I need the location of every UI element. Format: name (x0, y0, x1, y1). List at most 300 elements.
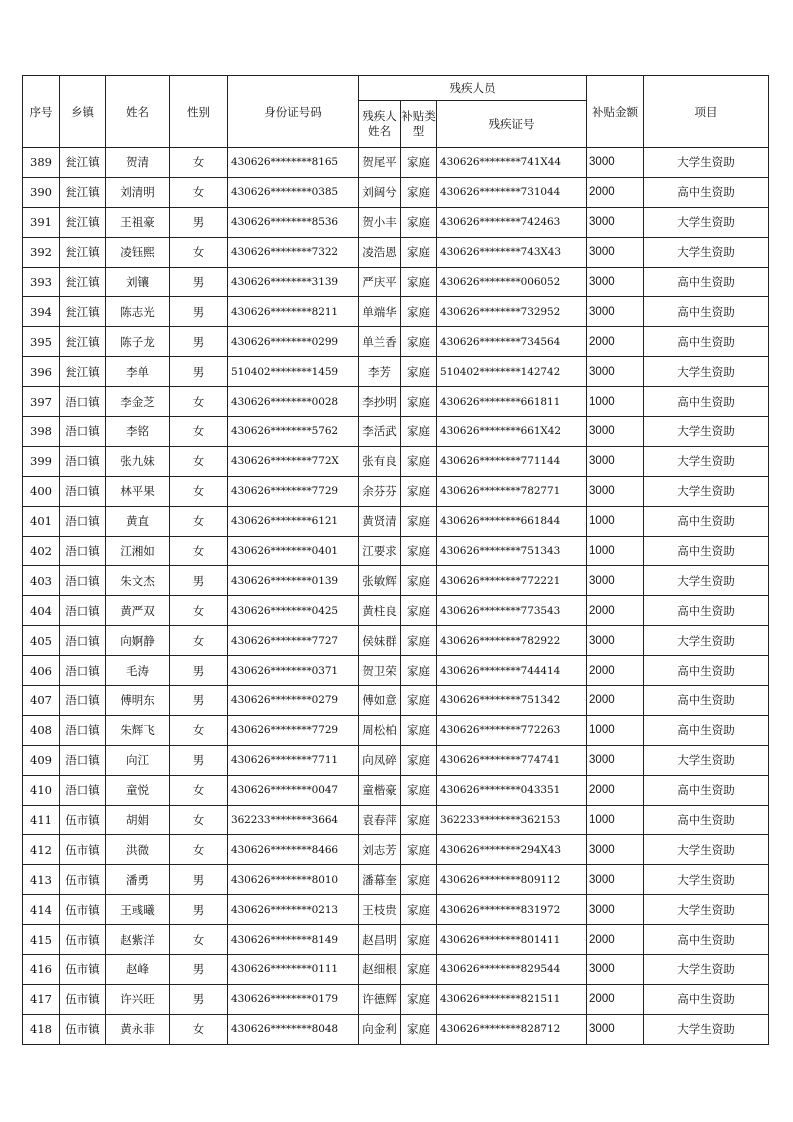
cell-amount: 2000 (587, 656, 644, 686)
cell-seq: 400 (23, 476, 60, 506)
cell-id-number: 362233********3664 (228, 805, 359, 835)
cell-disabled-name: 袁春萍 (359, 805, 401, 835)
cell-amount: 1000 (587, 805, 644, 835)
table-row (23, 476, 769, 506)
cell-subsidy-type: 家庭 (401, 686, 437, 716)
cell-amount: 3000 (587, 148, 644, 178)
table-row (23, 686, 769, 716)
cell-id-number: 510402********1459 (228, 357, 359, 387)
cell-disability-cert: 430626********006052 (437, 267, 587, 297)
cell-seq: 408 (23, 715, 60, 745)
cell-disabled-name: 李芳 (359, 357, 401, 387)
cell-disability-cert: 430626********661811 (437, 387, 587, 417)
cell-id-number: 430626********0028 (228, 387, 359, 417)
cell-name: 李单 (106, 357, 170, 387)
cell-id-number: 430626********8211 (228, 297, 359, 327)
cell-subsidy-type: 家庭 (401, 476, 437, 506)
cell-subsidy-type: 家庭 (401, 715, 437, 745)
cell-amount: 1000 (587, 387, 644, 417)
table-row (23, 745, 769, 775)
cell-project: 大学生资助 (644, 895, 769, 925)
cell-project: 大学生资助 (644, 357, 769, 387)
cell-seq: 407 (23, 686, 60, 716)
header-disability-cert: 残疾证号 (437, 101, 587, 148)
cell-town: 浯口镇 (60, 626, 106, 656)
cell-town: 浯口镇 (60, 656, 106, 686)
cell-seq: 396 (23, 357, 60, 387)
cell-seq: 412 (23, 835, 60, 865)
table-row (23, 357, 769, 387)
cell-project: 高中生资助 (644, 656, 769, 686)
cell-gender: 男 (170, 865, 228, 895)
cell-subsidy-type: 家庭 (401, 805, 437, 835)
cell-disabled-name: 李活武 (359, 417, 401, 447)
cell-subsidy-type: 家庭 (401, 148, 437, 178)
cell-project: 大学生资助 (644, 446, 769, 476)
cell-gender: 女 (170, 177, 228, 207)
table-row (23, 775, 769, 805)
cell-project: 大学生资助 (644, 745, 769, 775)
cell-name: 黄严双 (106, 596, 170, 626)
cell-seq: 391 (23, 207, 60, 237)
cell-name: 黄直 (106, 506, 170, 536)
cell-gender: 女 (170, 925, 228, 955)
cell-gender: 女 (170, 506, 228, 536)
cell-id-number: 430626********7711 (228, 745, 359, 775)
cell-project: 高中生资助 (644, 596, 769, 626)
cell-project: 大学生资助 (644, 865, 769, 895)
cell-disabled-name: 黄贤清 (359, 506, 401, 536)
cell-amount: 3000 (587, 1014, 644, 1044)
cell-disability-cert: 430626********742463 (437, 207, 587, 237)
cell-disability-cert: 430626********294X43 (437, 835, 587, 865)
cell-id-number: 430626********0213 (228, 895, 359, 925)
cell-seq: 397 (23, 387, 60, 417)
cell-disability-cert: 430626********772221 (437, 566, 587, 596)
table-row (23, 297, 769, 327)
cell-subsidy-type: 家庭 (401, 596, 437, 626)
cell-amount: 3000 (587, 745, 644, 775)
cell-subsidy-type: 家庭 (401, 925, 437, 955)
cell-gender: 女 (170, 387, 228, 417)
cell-subsidy-type: 家庭 (401, 237, 437, 267)
cell-disability-cert: 430626********809112 (437, 865, 587, 895)
cell-id-number: 430626********0385 (228, 177, 359, 207)
cell-town: 浯口镇 (60, 596, 106, 626)
cell-name: 黄永菲 (106, 1014, 170, 1044)
cell-project: 高中生资助 (644, 506, 769, 536)
cell-town: 浯口镇 (60, 566, 106, 596)
cell-seq: 403 (23, 566, 60, 596)
cell-name: 王祖豪 (106, 207, 170, 237)
cell-town: 浯口镇 (60, 536, 106, 566)
cell-name: 向婀静 (106, 626, 170, 656)
header-town: 乡镇 (60, 76, 106, 148)
cell-amount: 3000 (587, 417, 644, 447)
cell-id-number: 430626********0139 (228, 566, 359, 596)
cell-seq: 418 (23, 1014, 60, 1044)
cell-name: 王彧曦 (106, 895, 170, 925)
cell-disabled-name: 张敏辉 (359, 566, 401, 596)
table-row (23, 148, 769, 178)
cell-disabled-name: 严庆平 (359, 267, 401, 297)
cell-seq: 392 (23, 237, 60, 267)
header-disabled-group: 残疾人员 (359, 76, 587, 101)
cell-id-number: 430626********8010 (228, 865, 359, 895)
cell-town: 瓮江镇 (60, 177, 106, 207)
cell-town: 浯口镇 (60, 387, 106, 417)
cell-disabled-name: 王枝贵 (359, 895, 401, 925)
cell-name: 胡娟 (106, 805, 170, 835)
cell-disability-cert: 510402********142742 (437, 357, 587, 387)
header-name: 姓名 (106, 76, 170, 148)
cell-name: 林平果 (106, 476, 170, 506)
cell-gender: 女 (170, 476, 228, 506)
cell-disabled-name: 赵昌明 (359, 925, 401, 955)
cell-town: 浯口镇 (60, 506, 106, 536)
cell-disabled-name: 凌浩恩 (359, 237, 401, 267)
cell-name: 向江 (106, 745, 170, 775)
cell-gender: 女 (170, 626, 228, 656)
cell-disabled-name: 刘志芳 (359, 835, 401, 865)
cell-subsidy-type: 家庭 (401, 267, 437, 297)
cell-name: 潘勇 (106, 865, 170, 895)
cell-seq: 402 (23, 536, 60, 566)
cell-seq: 414 (23, 895, 60, 925)
cell-subsidy-type: 家庭 (401, 506, 437, 536)
cell-gender: 男 (170, 327, 228, 357)
cell-disability-cert: 430626********821511 (437, 984, 587, 1014)
cell-amount: 3000 (587, 626, 644, 656)
cell-disabled-name: 向金利 (359, 1014, 401, 1044)
cell-subsidy-type: 家庭 (401, 626, 437, 656)
cell-amount: 2000 (587, 327, 644, 357)
cell-name: 许兴旺 (106, 984, 170, 1014)
cell-gender: 男 (170, 207, 228, 237)
cell-id-number: 430626********7729 (228, 476, 359, 506)
cell-id-number: 430626********0047 (228, 775, 359, 805)
header-gender: 性别 (170, 76, 228, 148)
cell-town: 浯口镇 (60, 715, 106, 745)
cell-seq: 415 (23, 925, 60, 955)
cell-town: 浯口镇 (60, 446, 106, 476)
cell-gender: 女 (170, 835, 228, 865)
table-row (23, 446, 769, 476)
cell-disabled-name: 贺小丰 (359, 207, 401, 237)
cell-town: 瓮江镇 (60, 237, 106, 267)
table-row (23, 715, 769, 745)
cell-seq: 389 (23, 148, 60, 178)
cell-name: 赵紫洋 (106, 925, 170, 955)
cell-seq: 393 (23, 267, 60, 297)
cell-amount: 3000 (587, 237, 644, 267)
cell-project: 高中生资助 (644, 177, 769, 207)
cell-id-number: 430626********0371 (228, 656, 359, 686)
cell-subsidy-type: 家庭 (401, 327, 437, 357)
cell-name: 傅明东 (106, 686, 170, 716)
cell-disability-cert: 430626********744414 (437, 656, 587, 686)
cell-disability-cert: 362233********362153 (437, 805, 587, 835)
cell-amount: 2000 (587, 686, 644, 716)
cell-seq: 406 (23, 656, 60, 686)
cell-town: 伍市镇 (60, 895, 106, 925)
cell-id-number: 430626********8165 (228, 148, 359, 178)
cell-town: 瓮江镇 (60, 207, 106, 237)
cell-town: 瓮江镇 (60, 267, 106, 297)
cell-project: 高中生资助 (644, 387, 769, 417)
cell-gender: 男 (170, 297, 228, 327)
cell-seq: 413 (23, 865, 60, 895)
cell-gender: 男 (170, 686, 228, 716)
cell-disabled-name: 贺尾平 (359, 148, 401, 178)
cell-name: 朱文杰 (106, 566, 170, 596)
cell-project: 大学生资助 (644, 237, 769, 267)
cell-disability-cert: 430626********829544 (437, 955, 587, 985)
cell-disability-cert: 430626********734564 (437, 327, 587, 357)
cell-subsidy-type: 家庭 (401, 955, 437, 985)
table-row (23, 895, 769, 925)
cell-disabled-name: 单端华 (359, 297, 401, 327)
cell-project: 大学生资助 (644, 835, 769, 865)
cell-disability-cert: 430626********772263 (437, 715, 587, 745)
cell-project: 大学生资助 (644, 955, 769, 985)
cell-amount: 3000 (587, 865, 644, 895)
cell-subsidy-type: 家庭 (401, 566, 437, 596)
cell-name: 李金芝 (106, 387, 170, 417)
cell-subsidy-type: 家庭 (401, 297, 437, 327)
cell-project: 大学生资助 (644, 566, 769, 596)
cell-disability-cert: 430626********751343 (437, 536, 587, 566)
cell-gender: 男 (170, 357, 228, 387)
cell-subsidy-type: 家庭 (401, 745, 437, 775)
table-row (23, 1014, 769, 1044)
cell-gender: 男 (170, 566, 228, 596)
cell-amount: 3000 (587, 207, 644, 237)
cell-project: 大学生资助 (644, 476, 769, 506)
cell-gender: 女 (170, 148, 228, 178)
cell-id-number: 430626********8466 (228, 835, 359, 865)
cell-id-number: 430626********8149 (228, 925, 359, 955)
cell-id-number: 430626********0425 (228, 596, 359, 626)
cell-disabled-name: 张有良 (359, 446, 401, 476)
cell-town: 浯口镇 (60, 686, 106, 716)
cell-seq: 411 (23, 805, 60, 835)
cell-project: 大学生资助 (644, 417, 769, 447)
cell-seq: 395 (23, 327, 60, 357)
cell-amount: 3000 (587, 357, 644, 387)
header-id-number: 身份证号码 (228, 76, 359, 148)
cell-disabled-name: 傅如意 (359, 686, 401, 716)
cell-gender: 男 (170, 895, 228, 925)
table-row (23, 207, 769, 237)
cell-id-number: 430626********0111 (228, 955, 359, 985)
cell-subsidy-type: 家庭 (401, 357, 437, 387)
table-row (23, 417, 769, 447)
cell-gender: 女 (170, 1014, 228, 1044)
cell-seq: 404 (23, 596, 60, 626)
cell-name: 朱辉飞 (106, 715, 170, 745)
cell-town: 瓮江镇 (60, 148, 106, 178)
cell-name: 李铭 (106, 417, 170, 447)
cell-seq: 394 (23, 297, 60, 327)
cell-name: 陈子龙 (106, 327, 170, 357)
table-row (23, 506, 769, 536)
cell-disabled-name: 许德辉 (359, 984, 401, 1014)
cell-town: 伍市镇 (60, 835, 106, 865)
cell-gender: 女 (170, 805, 228, 835)
table-row (23, 267, 769, 297)
cell-id-number: 430626********3139 (228, 267, 359, 297)
cell-town: 伍市镇 (60, 955, 106, 985)
cell-town: 浯口镇 (60, 775, 106, 805)
cell-project: 大学生资助 (644, 626, 769, 656)
cell-disability-cert: 430626********774741 (437, 745, 587, 775)
cell-amount: 3000 (587, 955, 644, 985)
cell-amount: 3000 (587, 297, 644, 327)
header-project: 项目 (644, 76, 769, 148)
cell-project: 大学生资助 (644, 207, 769, 237)
cell-disabled-name: 余芬芬 (359, 476, 401, 506)
cell-id-number: 430626********8536 (228, 207, 359, 237)
cell-gender: 女 (170, 715, 228, 745)
cell-seq: 390 (23, 177, 60, 207)
table-row (23, 237, 769, 267)
cell-disability-cert: 430626********751342 (437, 686, 587, 716)
cell-amount: 3000 (587, 476, 644, 506)
cell-id-number: 430626********0279 (228, 686, 359, 716)
table-row (23, 387, 769, 417)
cell-subsidy-type: 家庭 (401, 207, 437, 237)
cell-gender: 女 (170, 775, 228, 805)
cell-amount: 3000 (587, 566, 644, 596)
header-subsidy-type: 补贴类型 (401, 101, 437, 148)
cell-gender: 男 (170, 955, 228, 985)
cell-disability-cert: 430626********828712 (437, 1014, 587, 1044)
cell-seq: 405 (23, 626, 60, 656)
cell-id-number: 430626********0401 (228, 536, 359, 566)
header-amount: 补贴金额 (587, 76, 644, 148)
cell-town: 浯口镇 (60, 476, 106, 506)
cell-disabled-name: 赵细根 (359, 955, 401, 985)
cell-name: 刘镶 (106, 267, 170, 297)
cell-gender: 男 (170, 267, 228, 297)
cell-disabled-name: 李抄明 (359, 387, 401, 417)
cell-subsidy-type: 家庭 (401, 177, 437, 207)
header-seq: 序号 (23, 76, 60, 148)
cell-project: 高中生资助 (644, 686, 769, 716)
cell-subsidy-type: 家庭 (401, 835, 437, 865)
cell-disabled-name: 刘阔兮 (359, 177, 401, 207)
cell-town: 瓮江镇 (60, 297, 106, 327)
cell-project: 高中生资助 (644, 925, 769, 955)
cell-gender: 女 (170, 536, 228, 566)
cell-name: 赵峰 (106, 955, 170, 985)
cell-amount: 3000 (587, 267, 644, 297)
cell-disability-cert: 430626********782771 (437, 476, 587, 506)
cell-id-number: 430626********7322 (228, 237, 359, 267)
cell-subsidy-type: 家庭 (401, 656, 437, 686)
cell-seq: 410 (23, 775, 60, 805)
cell-seq: 416 (23, 955, 60, 985)
cell-seq: 401 (23, 506, 60, 536)
cell-subsidy-type: 家庭 (401, 775, 437, 805)
cell-gender: 男 (170, 656, 228, 686)
cell-project: 高中生资助 (644, 267, 769, 297)
cell-gender: 女 (170, 417, 228, 447)
cell-town: 瓮江镇 (60, 327, 106, 357)
cell-name: 洪微 (106, 835, 170, 865)
cell-disability-cert: 430626********732952 (437, 297, 587, 327)
cell-disabled-name: 周松柏 (359, 715, 401, 745)
cell-project: 高中生资助 (644, 715, 769, 745)
cell-disabled-name: 侯妹群 (359, 626, 401, 656)
cell-id-number: 430626********772X (228, 446, 359, 476)
cell-gender: 女 (170, 596, 228, 626)
cell-town: 伍市镇 (60, 925, 106, 955)
table-row (23, 536, 769, 566)
cell-town: 伍市镇 (60, 805, 106, 835)
cell-project: 高中生资助 (644, 536, 769, 566)
cell-amount: 1000 (587, 715, 644, 745)
cell-subsidy-type: 家庭 (401, 417, 437, 447)
cell-name: 童悦 (106, 775, 170, 805)
cell-name: 江湘如 (106, 536, 170, 566)
cell-project: 高中生资助 (644, 984, 769, 1014)
cell-town: 伍市镇 (60, 984, 106, 1014)
cell-name: 陈志光 (106, 297, 170, 327)
cell-project: 高中生资助 (644, 327, 769, 357)
cell-project: 大学生资助 (644, 148, 769, 178)
cell-town: 伍市镇 (60, 1014, 106, 1044)
cell-disability-cert: 430626********661844 (437, 506, 587, 536)
cell-town: 浯口镇 (60, 417, 106, 447)
cell-seq: 398 (23, 417, 60, 447)
header-disabled-name: 残疾人姓名 (359, 101, 401, 148)
table-row (23, 656, 769, 686)
cell-subsidy-type: 家庭 (401, 446, 437, 476)
cell-subsidy-type: 家庭 (401, 895, 437, 925)
table-row (23, 327, 769, 357)
cell-subsidy-type: 家庭 (401, 1014, 437, 1044)
table-row (23, 596, 769, 626)
table-row (23, 955, 769, 985)
cell-subsidy-type: 家庭 (401, 984, 437, 1014)
cell-disability-cert: 430626********731044 (437, 177, 587, 207)
subsidy-table (22, 75, 769, 1045)
cell-disabled-name: 江要求 (359, 536, 401, 566)
cell-project: 高中生资助 (644, 297, 769, 327)
cell-amount: 2000 (587, 596, 644, 626)
cell-disability-cert: 430626********043351 (437, 775, 587, 805)
cell-id-number: 430626********5762 (228, 417, 359, 447)
table-row (23, 566, 769, 596)
cell-amount: 3000 (587, 895, 644, 925)
cell-disability-cert: 430626********743X43 (437, 237, 587, 267)
cell-disabled-name: 潘幕奎 (359, 865, 401, 895)
cell-amount: 1000 (587, 536, 644, 566)
cell-disability-cert: 430626********771144 (437, 446, 587, 476)
cell-id-number: 430626********0179 (228, 984, 359, 1014)
cell-disability-cert: 430626********773543 (437, 596, 587, 626)
cell-town: 伍市镇 (60, 865, 106, 895)
table-header (23, 76, 769, 148)
cell-disabled-name: 单兰香 (359, 327, 401, 357)
cell-project: 高中生资助 (644, 775, 769, 805)
table-row (23, 805, 769, 835)
table-row (23, 925, 769, 955)
cell-id-number: 430626********8048 (228, 1014, 359, 1044)
cell-gender: 女 (170, 237, 228, 267)
